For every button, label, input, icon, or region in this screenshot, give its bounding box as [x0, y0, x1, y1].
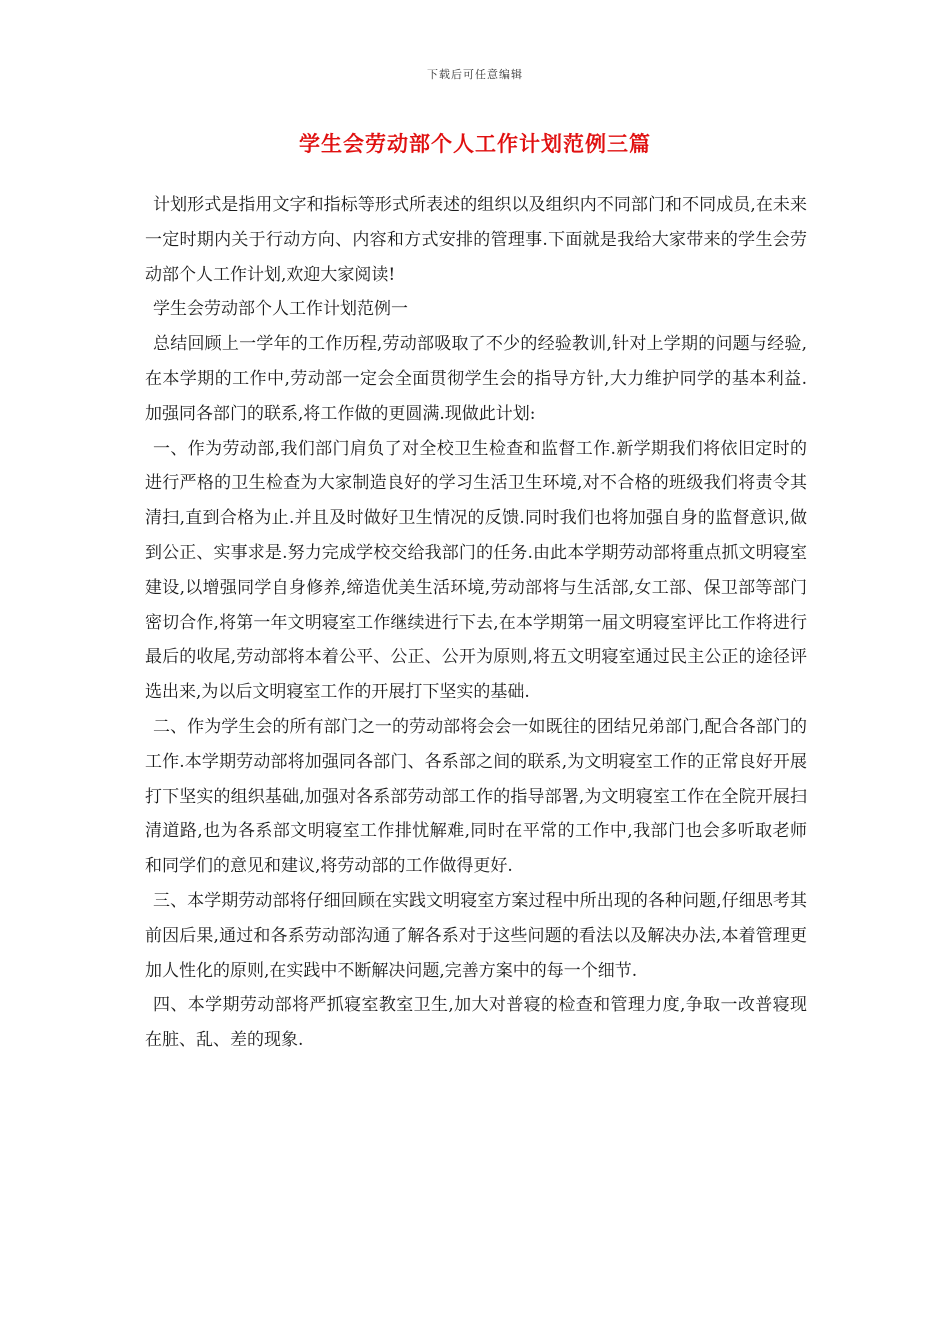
summary-paragraph: 总结回顾上一学年的工作历程,劳动部吸取了不少的经验教训,针对上学期的问题与经验,在本学期的工作中,劳动部一定会全面贯彻学生会的指导方针,大力维护同学的基本利益.加强同各部门的联系,将工作做的更圆满.现做此计划:	[145, 334, 807, 424]
section-heading-example-one: 学生会劳动部个人工作计划范例一	[153, 299, 408, 320]
intro-paragraph: 计划形式是指用文字和指标等形式所表述的组织以及组织内不同部门和不同成员,在未来一定时期内关于行动方向、内容和方式安排的管理事.下面就是我给大家带来的学生会劳动部个人工作计划,欢迎大家阅读!	[145, 195, 807, 285]
header-note: 下载后可任意编辑	[427, 68, 523, 81]
document-body	[145, 188, 807, 1058]
document-title: 学生会劳动部个人工作计划范例三篇	[299, 131, 651, 156]
plan-item-2: 二、作为学生会的所有部门之一的劳动部将会会一如既往的团结兄弟部门,配合各部门的工作.本学期劳动部将加强同各部门、各系部之间的联系,为文明寝室工作的正常良好开展打下坚实的组织基础,加强对各系部劳动部工作的指导部署,为文明寝室工作在全院开展扫清道路,也为各系部文明寝室工作排忧解难,同时在平常的工作中,我部门也会多听取老师和同学们的意见和建议,将劳动部的工作做得更好.	[145, 716, 807, 877]
plan-item-1: 一、作为劳动部,我们部门肩负了对全校卫生检查和监督工作.新学期我们将依旧定时的进行严格的卫生检查为大家制造良好的学习生活卫生环境,对不合格的班级我们将责令其清扫,直到合格为止.并且及时做好卫生情况的反馈.同时我们也将加强自身的监督意识,做到公正、实事求是.努力完成学校交给我部门的任务.由此本学期劳动部将重点抓文明寝室建设,以增强同学自身修养,缔造优美生活环境,劳动部将与生活部,女工部、保卫部等部门密切合作,将第一年文明寝室工作继续进行下去,在本学期第一届文明寝室评比工作将进行最后的收尾,劳动部将本着公平、公正、公开为原则,将五文明寝室通过民主公正的途径评选出来,为以后文明寝室工作的开展打下坚实的基础.	[145, 438, 807, 703]
plan-item-3: 三、本学期劳动部将仔细回顾在实践文明寝室方案过程中所出现的各种问题,仔细思考其前因后果,通过和各系劳动部沟通了解各系对于这些问题的看法以及解决办法,本着管理更加人性化的原则,在实践中不断解决问题,完善方案中的每一个细节.	[145, 890, 807, 981]
plan-item-4: 四、本学期劳动部将严抓寝室教室卫生,加大对普寝的检查和管理力度,争取一改普寝现在脏、乱、差的现象.	[145, 995, 807, 1051]
